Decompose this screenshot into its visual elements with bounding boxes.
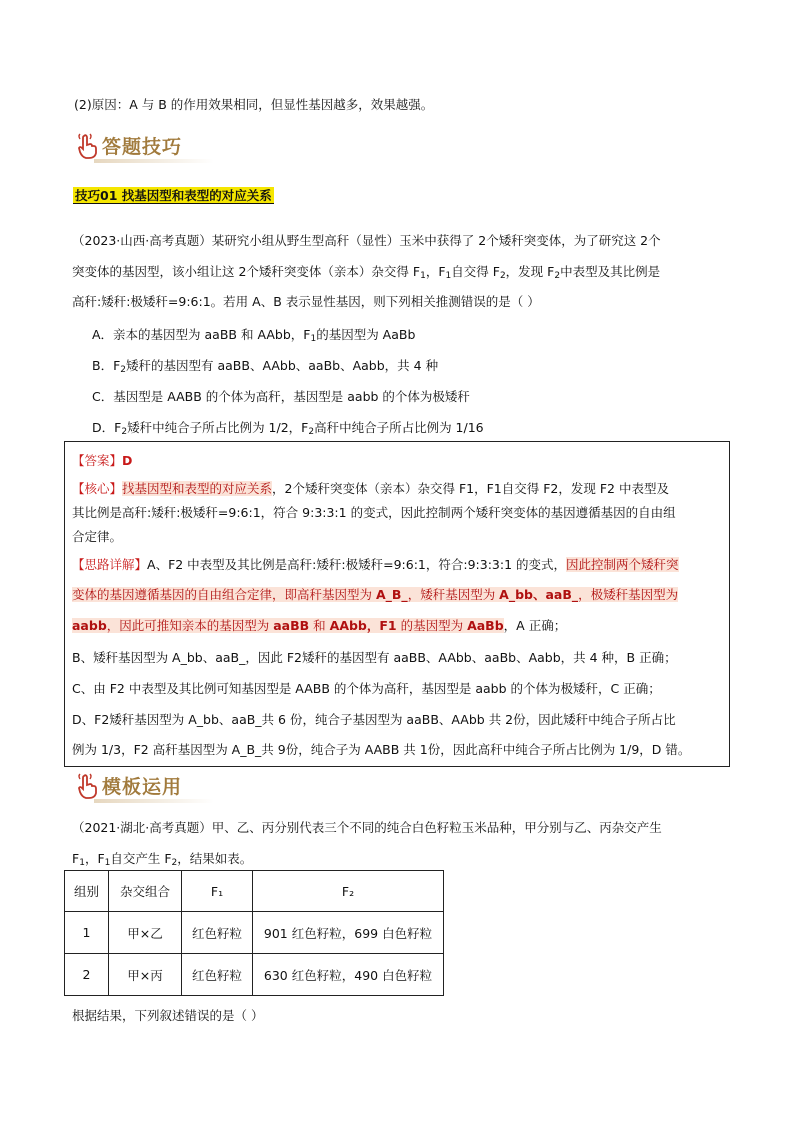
table-header-cell: 组别	[65, 871, 109, 912]
pointing-hand-icon	[76, 773, 98, 799]
detail-highlight: aabb	[72, 618, 107, 633]
option-text: 矮秆的基因型有 aaBB、AAbb、aaBb、Aabb，共 4 种	[126, 358, 439, 373]
detail-highlight: A_bb、aaB_	[499, 587, 579, 602]
table-cell: 红色籽粒	[182, 954, 253, 996]
subscript: 2	[554, 271, 561, 281]
table-cell: 901 红色籽粒，699 白色籽粒	[253, 912, 444, 954]
result-table-wrap	[64, 870, 444, 996]
detail-line-3	[72, 616, 566, 634]
core-line-3: 合定律。	[72, 529, 123, 544]
subscript: 1	[445, 271, 452, 281]
detail-b-line: B、矮秆基因型为 A_bb、aaB_，因此 F2矮秆的基因型有 aaBB、AAbb、aaBb、Aabb，共 4 种，B 正确；	[72, 650, 677, 665]
question-text: ，F	[84, 851, 105, 866]
subscript: 1	[79, 858, 85, 868]
question2-after: 根据结果，下列叙述错误的是（ ）	[72, 1008, 264, 1023]
detail-highlight: ，极矮秆基因型为	[578, 587, 679, 602]
option-a	[92, 325, 415, 344]
detail-highlight: aaBB	[273, 618, 310, 633]
core-line-1	[72, 479, 669, 497]
answer-line	[72, 451, 132, 469]
detail-tag: 【思路详解】	[72, 557, 148, 572]
table-header-cell: F₂	[253, 871, 444, 912]
subscript: 1	[104, 858, 111, 868]
section-title: 模板运用	[102, 776, 183, 798]
table-cell: 1	[65, 912, 109, 954]
section-header-answer-tips	[76, 132, 214, 163]
question-text: ，发现 F	[505, 264, 555, 279]
detail-highlight: AAbb，F1	[329, 618, 397, 633]
option-b	[92, 356, 438, 375]
question-text: 某研究小组从野生型高秆（显性）玉米中获得了 2个矮秆突变体，为了研究这 2个	[211, 233, 661, 248]
core-text: ，2个矮秆突变体（亲本）杂交得 F1，F1自交得 F2，发现 F2 中表型及	[272, 481, 669, 496]
answer-tag: 【答案】	[72, 453, 123, 468]
question-text: 自交产生 F	[110, 851, 172, 866]
detail-highlight: 和	[309, 618, 330, 633]
top-line: (2)原因：A 与 B 的作用效果相同，但显性基因越多，效果越强。	[74, 97, 434, 112]
table-cell: 2	[65, 954, 109, 996]
answer-value: D	[122, 453, 133, 468]
option-c: C．基因型是 AABB 的个体为高秆，基因型是 aabb 的个体为极矮秆	[92, 389, 470, 404]
table-header-cell: 杂交组合	[109, 871, 182, 912]
table-row	[65, 954, 444, 996]
option-text: B．F	[92, 358, 121, 373]
question-line-2	[72, 262, 660, 281]
table-row	[65, 912, 444, 954]
pointing-hand-icon	[76, 133, 98, 159]
detail-highlight: A_B_	[375, 587, 408, 602]
detail-d-line-1: D、F2矮秆基因型为 A_bb、aaB_共 6 份，纯合子基因型为 aaBB、AAbb 共 2份，因此矮秆中纯合子所占比	[72, 712, 676, 727]
table-cell: 红色籽粒	[182, 912, 253, 954]
option-d	[92, 418, 484, 437]
table-cell: 甲×乙	[109, 912, 182, 954]
detail-d-line-2: 例为 1/3，F2 高秆基因型为 A_B_共 9份，纯合子为 AABB 共 1份，因此高秆中纯合子所占比例为 1/9，D 错。	[72, 742, 691, 757]
question-text: 自交得 F	[451, 264, 500, 279]
question-text: 突变体的基因型，该小组让这 2个矮秆突变体（亲本）杂交得 F	[72, 264, 421, 279]
subscript: 2	[120, 365, 126, 375]
table-cell: 630 红色籽粒，490 白色籽粒	[253, 954, 444, 996]
core-highlight: 找基因型和表型的对应关系	[122, 481, 273, 496]
question2-line-2	[72, 849, 252, 868]
tip-label-text: 技巧01 找基因型和表型的对应关系	[75, 188, 272, 203]
section-underline	[94, 159, 214, 163]
detail-highlight: ，矮秆基因型为	[407, 587, 500, 602]
table-header-cell: F₁	[182, 871, 253, 912]
subscript: 2	[308, 427, 315, 437]
option-text: 的基因型为 AaBb	[316, 327, 416, 342]
core-tag: 【核心】	[72, 481, 123, 496]
section-header-template-use	[76, 772, 214, 803]
detail-c-line: C、由 F2 中表型及其比例可知基因型是 AABB 的个体为高秆，基因型是 aabb 的个体为极矮秆，C 正确；	[72, 681, 661, 696]
detail-text: ，A 正确；	[503, 618, 567, 633]
detail-highlight: 变体的基因遵循基因的自由组合定律，即高秆基因型为	[72, 587, 376, 602]
tip-label	[73, 186, 274, 204]
section-underline	[94, 799, 214, 803]
question-text: 中表型及其比例是	[560, 264, 661, 279]
option-text: 高秆中纯合子所占比例为 1/16	[314, 420, 484, 435]
detail-line-2	[72, 585, 678, 603]
core-line-2: 其比例是高秆:矮秆:极矮秆=9:6:1，符合 9:3:3:1 的变式，因此控制两个矮秆突变体的基因遵循基因的自由组	[72, 505, 676, 520]
detail-text: A、F2 中表型及其比例是高秆:矮秆:极矮秆=9:6:1，符合:9:3:3:1 的变式，	[147, 557, 566, 572]
question-line-3: 高秆:矮秆:极矮秆=9:6:1。若用 A、B 表示显性基因，则下列相关推测错误的是（ ）	[72, 294, 540, 309]
question-line-1	[72, 231, 661, 249]
question2-line-1: （2021·湖北·高考真题）甲、乙、丙分别代表三个不同的纯合白色籽粒玉米品种，甲分别与乙、丙杂交产生	[72, 820, 662, 835]
option-text: 矮秆中纯合子所占比例为 1/2，F	[127, 420, 309, 435]
table-cell: 甲×丙	[109, 954, 182, 996]
detail-highlight: ，因此可推知亲本的基因型为	[106, 618, 274, 633]
option-text: D．F	[92, 420, 122, 435]
question-text: ，F	[425, 264, 446, 279]
section-title: 答题技巧	[102, 136, 183, 158]
detail-highlight: 因此控制两个矮秆突	[566, 557, 679, 572]
table-header-row	[65, 871, 444, 912]
subscript: 2	[121, 427, 128, 437]
result-table	[64, 870, 444, 996]
option-text: A．亲本的基因型为 aaBB 和 AAbb，F	[92, 327, 311, 342]
subscript: 1	[310, 334, 317, 344]
question-text: ，结果如表。	[177, 851, 253, 866]
detail-highlight: AaBb	[467, 618, 504, 633]
subscript: 1	[420, 271, 426, 281]
subscript: 2	[171, 858, 178, 868]
question-source: （2023·山西·高考真题）	[72, 233, 212, 248]
detail-line-1	[72, 555, 679, 573]
detail-highlight: 的基因型为	[396, 618, 468, 633]
subscript: 2	[499, 271, 506, 281]
question-text: F	[72, 851, 80, 866]
